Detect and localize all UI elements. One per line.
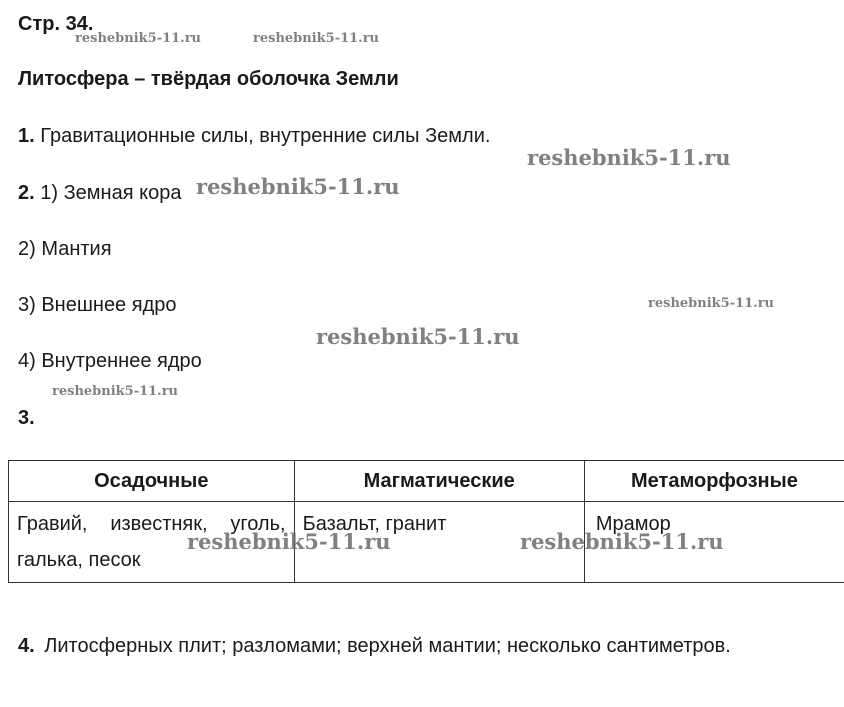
answer-4-text: Литосферных плит; разломами; верхней мантии; несколько сантиметров. <box>44 635 731 657</box>
rock-types-table <box>8 460 844 583</box>
watermark: reshebnik5-11.ru <box>520 529 724 554</box>
cell-sedimentary-line-2: галька, песок <box>17 549 141 571</box>
answer-2-item-1-text: 1) Земная кора <box>40 182 182 204</box>
table-header-row <box>9 461 844 502</box>
answer-2-item-1 <box>18 181 181 205</box>
header-metamorphic: Метаморфозные <box>584 461 844 502</box>
watermark: reshebnik5-11.ru <box>75 31 202 46</box>
watermark: reshebnik5-11.ru <box>52 384 179 399</box>
answer-1-text: Гравитационные силы, внутренние силы Земли. <box>40 125 491 147</box>
cell-sedimentary-line-1: Гравий, известняк, уголь, <box>17 513 286 535</box>
answer-4-number: 4. <box>18 635 35 657</box>
watermark: reshebnik5-11.ru <box>187 529 391 554</box>
watermark: reshebnik5-11.ru <box>316 324 520 349</box>
cell-metamorphic-text: Мрамор <box>595 513 671 535</box>
answer-2-item-3: 3) Внешнее ядро <box>18 294 177 316</box>
answer-2-item-2: 2) Мантия <box>18 238 112 260</box>
answer-2-number: 2. <box>18 182 35 204</box>
answer-4 <box>18 634 731 658</box>
answer-2-item-4: 4) Внутреннее ядро <box>18 350 202 372</box>
watermark: reshebnik5-11.ru <box>196 174 400 199</box>
watermark: reshebnik5-11.ru <box>648 296 775 311</box>
answer-1-number: 1. <box>18 125 35 147</box>
watermark: reshebnik5-11.ru <box>527 145 731 170</box>
page-number: Стр. 34. <box>18 13 94 35</box>
header-igneous: Магматические <box>294 461 584 502</box>
answer-3-number: 3. <box>18 407 35 429</box>
header-sedimentary: Осадочные <box>9 461 295 502</box>
page-title: Литосфера – твёрдая оболочка Земли <box>18 68 399 90</box>
watermark: reshebnik5-11.ru <box>253 31 380 46</box>
answer-1 <box>18 124 490 148</box>
cell-igneous-text: Базальт, гранит <box>302 513 447 535</box>
